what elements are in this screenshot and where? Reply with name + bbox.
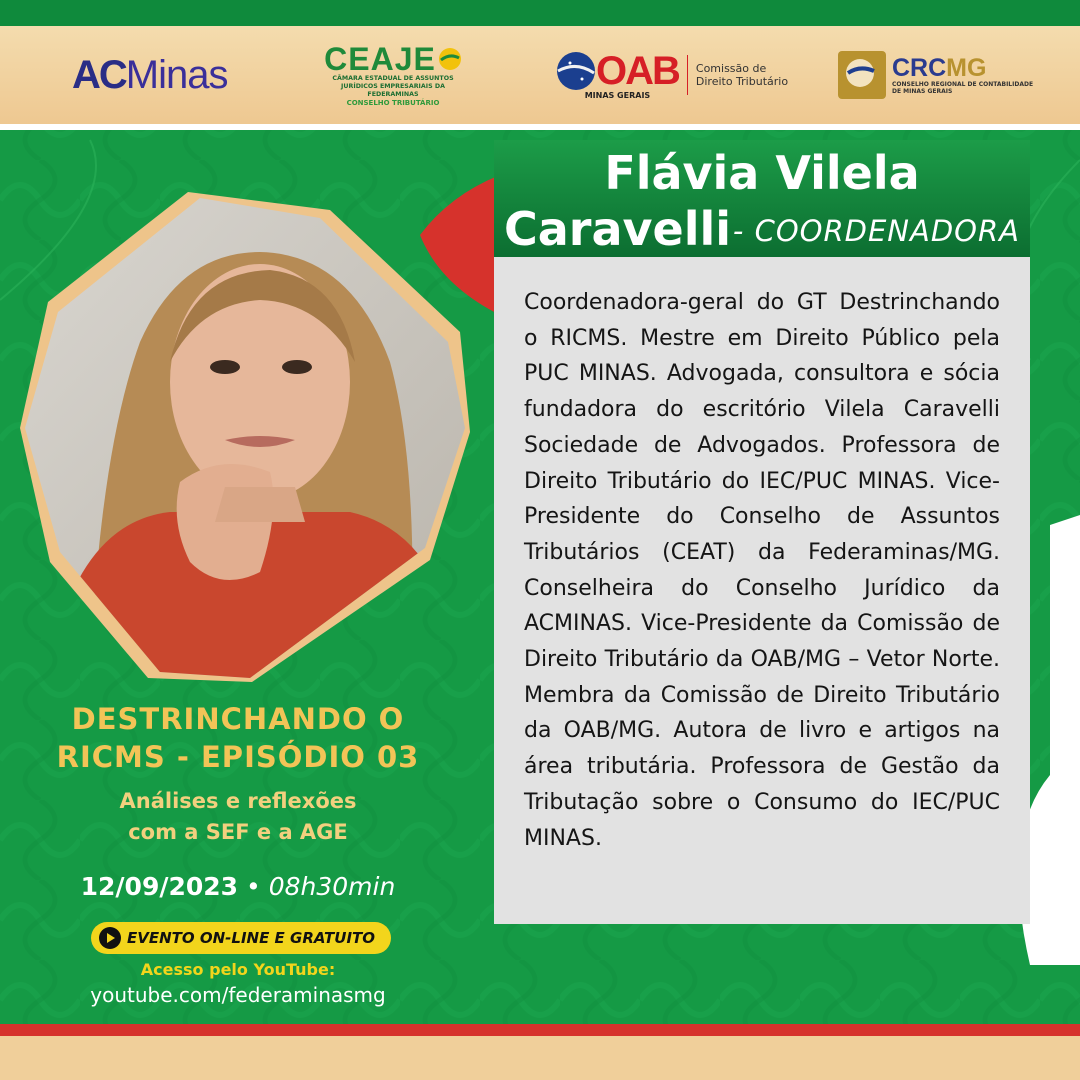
ceaje-name: CEAJE — [324, 41, 436, 77]
acminas-logo: AC Minas — [72, 52, 228, 97]
event-date: 12/09/2023 — [80, 872, 239, 901]
speaker-name-line1: Flávia Vilela — [604, 146, 920, 200]
event-title: DESTRINCHANDO O RICMS - EPISÓDIO 03 — [56, 702, 420, 774]
speaker-bio: Coordenadora-geral do GT Destrinchando o RICMS. Mestre em Direito Público pela PUC MINAS. Advogada, consultora e sócia fundadora do escritório Vilela Caravelli Sociedade de Advogados. Professora de Direito Tributário do IEC/PUC MINAS. Vice-Presidente do Conselho de Assuntos Tributários (CEAT) da Federaminas/MG. Conselheira do Conselho Jurídico da ACMINAS. Vice-Presidente da Comissão de Direito Tributário da OAB/MG – Vetor Norte. Membra da Comissão de Direito Tributário da OAB/MG. Autora de livro e artigos na área tributária. Professora de Gestão da Tributação sobre o Consumo do IEC/PUC MINAS. — [524, 290, 1000, 851]
oab-logo: OAB MINAS GERAIS Comissão de Direito Tributário — [556, 26, 788, 124]
footer-band — [0, 1036, 1080, 1080]
ceaje-logo: CEAJE CÂMARA ESTADUAL DE ASSUNTOS JURÍDICOS EMPRESARIAIS DA FEDERAMINAS CONSELHO TRIBUTÁRIO — [318, 26, 468, 124]
partner-logos-header — [0, 26, 1080, 130]
speaker-name-line2: Caravelli — [504, 202, 732, 256]
crc-emblem-icon — [838, 51, 886, 99]
globe-icon — [438, 47, 462, 71]
event-datetime: 12/09/2023 • 08h30min — [80, 872, 396, 901]
oab-name: OAB — [596, 48, 679, 93]
access-label: Acesso pelo YouTube: — [140, 960, 336, 979]
speaker-role: - COORDENADORA — [732, 214, 1020, 248]
top-bar — [0, 0, 1080, 26]
play-icon — [99, 927, 121, 949]
footer-red-stripe — [0, 1024, 1080, 1036]
event-time: 08h30min — [268, 872, 396, 901]
crcmg-logo: CRCMG CONSELHO REGIONAL DE CONTABILIDADE DE MINAS GERAIS — [838, 26, 1033, 124]
speaker-photo — [20, 192, 470, 682]
speaker-name-bar — [494, 140, 1030, 257]
speaker-bio-box — [494, 257, 1030, 924]
youtube-link[interactable]: youtube.com/federaminasmg — [90, 983, 386, 1007]
event-subtitle: Análises e reflexões com a SEF e a AGE — [119, 789, 357, 844]
online-free-badge: EVENTO ON-LINE E GRATUITO — [91, 922, 391, 954]
globe-icon — [556, 51, 596, 91]
